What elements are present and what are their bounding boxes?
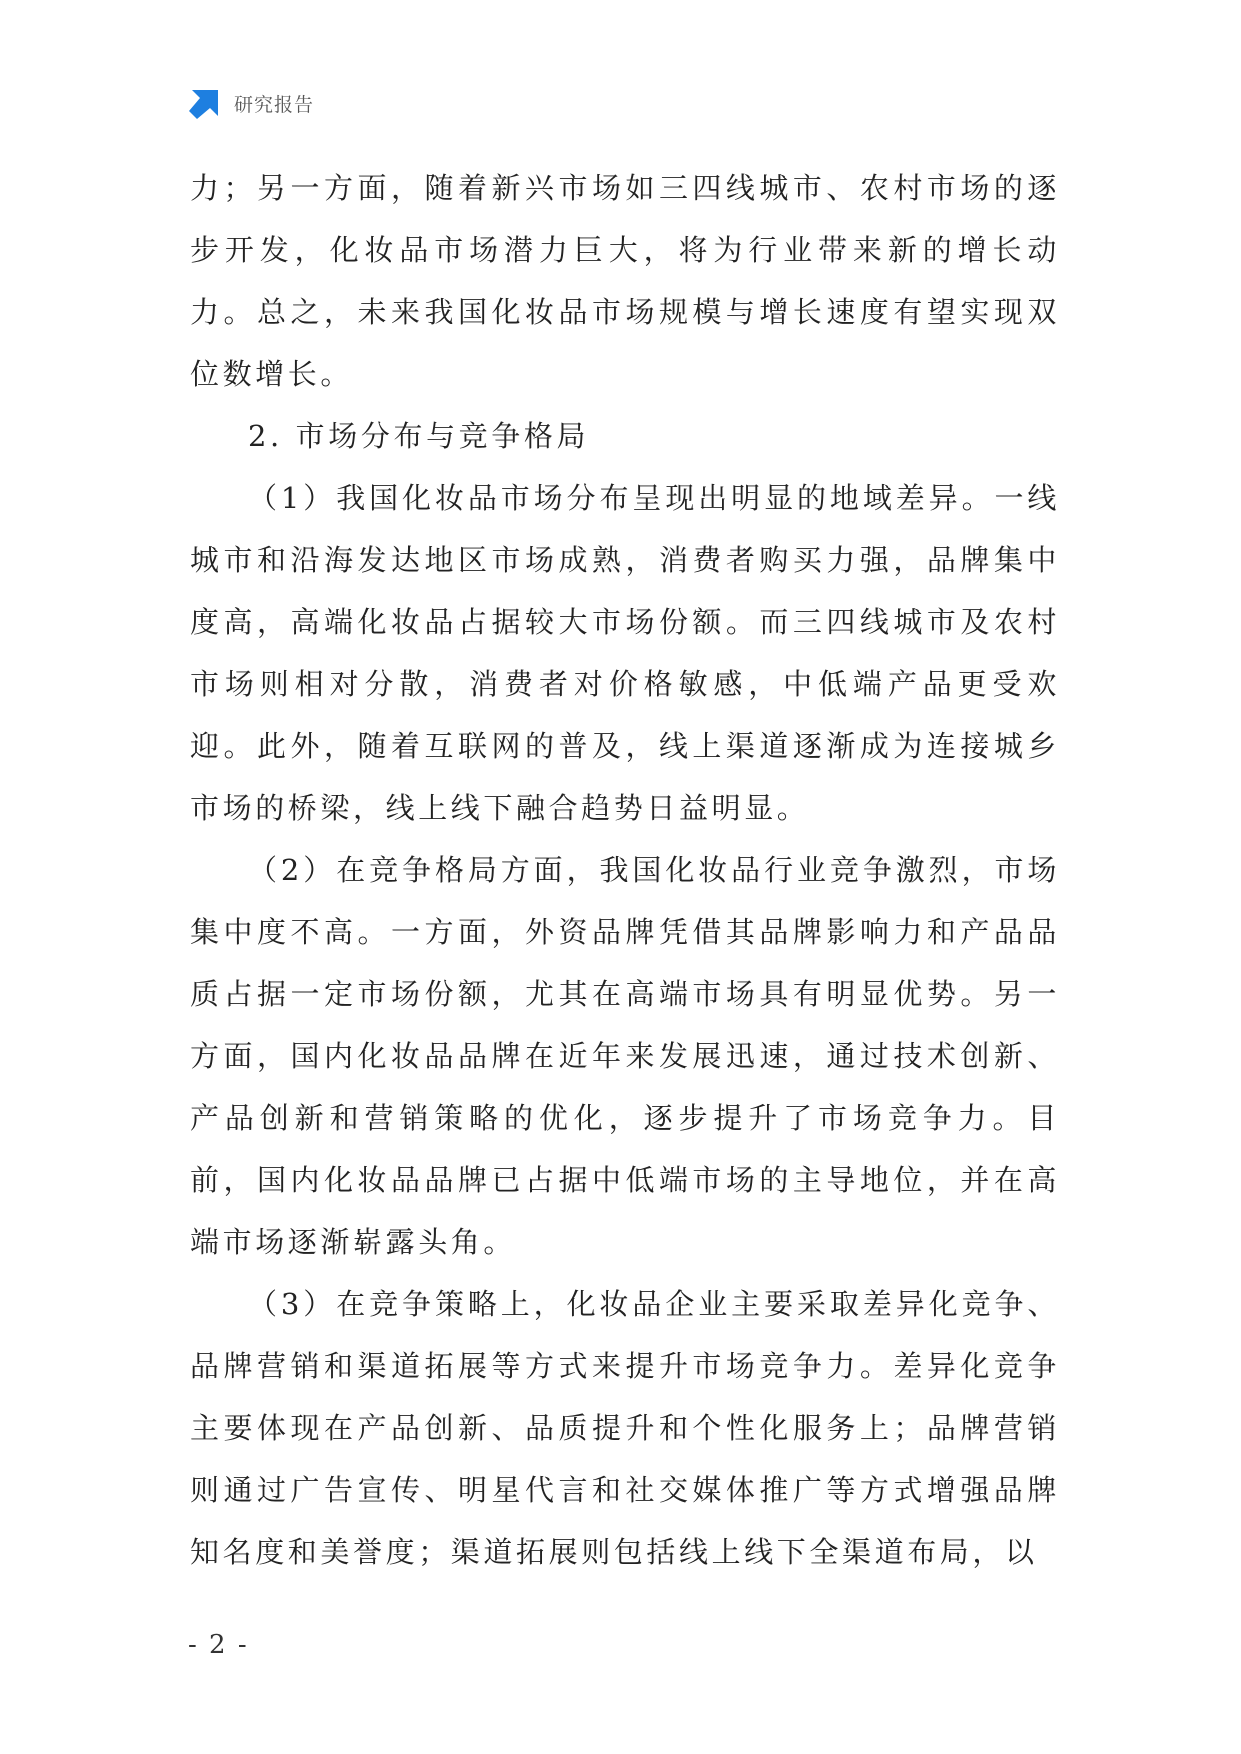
paragraph-continued: 力；另一方面，随着新兴市场如三四线城市、农村市场的逐步开发，化妆品市场潜力巨大，将为行业带来新的增长动力。总之，未来我国化妆品市场规模与增长速度有望实现双位数增长。 <box>190 171 1060 391</box>
document-body <box>190 157 1060 1583</box>
page-number: - 2 - <box>188 1630 249 1660</box>
section-heading: 2. 市场分布与竞争格局 <box>248 419 590 453</box>
paragraph-1: （1）我国化妆品市场分布呈现出明显的地域差异。一线城市和沿海发达地区市场成熟，消费者购买力强，品牌集中度高，高端化妆品占据较大市场份额。而三四线城市及农村市场则相对分散，消费者对价格敏感，中低端产品更受欢迎。此外，随着互联网的普及，线上渠道逐渐成为连接城乡市场的桥梁，线上线下融合趋势日益明显。 <box>190 481 1060 825</box>
report-header <box>188 86 314 120</box>
header-title: 研究报告 <box>234 93 315 116</box>
paragraph-2: （2）在竞争格局方面，我国化妆品行业竞争激烈，市场集中度不高。一方面，外资品牌凭借其品牌影响力和产品品质占据一定市场份额，尤其在高端市场具有明显优势。另一方面，国内化妆品品牌在近年来发展迅速，通过技术创新、产品创新和营销策略的优化，逐步提升了市场竞争力。目前，国内化妆品品牌已占据中低端市场的主导地位，并在高端市场逐渐崭露头角。 <box>190 853 1060 1259</box>
paragraph-3: （3）在竞争策略上，化妆品企业主要采取差异化竞争、品牌营销和渠道拓展等方式来提升市场竞争力。差异化竞争主要体现在产品创新、品质提升和个性化服务上；品牌营销则通过广告宣传、明星代言和社交媒体推广等方式增强品牌知名度和美誉度；渠道拓展则包括线上线下全渠道布局，以 <box>190 1287 1060 1569</box>
arrow-up-right-icon <box>188 86 222 120</box>
